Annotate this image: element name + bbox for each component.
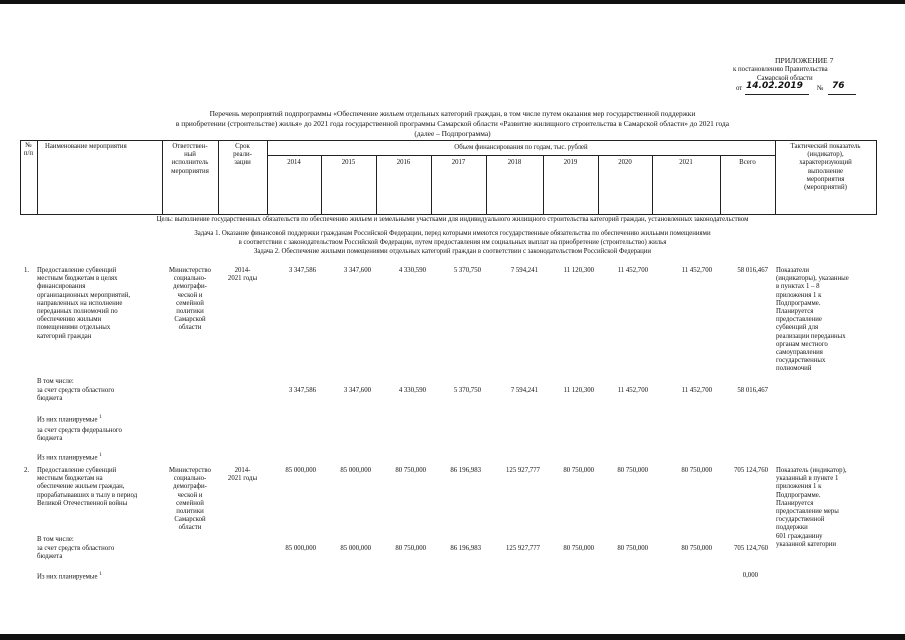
header-year-2014: 2014	[287, 159, 301, 166]
row1-reg-2020: 11 452,700	[617, 387, 648, 394]
row2-2020: 80 750,000	[617, 467, 648, 474]
appendix-date-prefix: от	[736, 85, 743, 92]
row1-federal: за счет средств федерального бюджета	[37, 427, 122, 443]
document-title-line1: Перечень мероприятий подпрограммы «Обеспечение жильем отдельных категорий граждан, в том числе путем оказания мер государственной поддержки	[209, 109, 696, 118]
row1-reg-2021: 11 452,700	[681, 387, 712, 394]
row2-2021: 80 750,000	[681, 467, 712, 474]
row1-planned1: Из них планируемые $^1$	[37, 415, 102, 424]
header-year-2020: 2020	[618, 159, 632, 166]
row2-term: 2014- 2021 годы	[227, 467, 258, 483]
row1-2015: 3 347,600	[343, 267, 371, 274]
row1-2021: 11 452,700	[681, 267, 712, 274]
row2-responsible: Министерство социально- демографи- ческой и семейной политики Самарской области	[169, 467, 211, 532]
row1-2014: 3 347,586	[288, 267, 316, 274]
row2-reg-2019: 80 750,000	[563, 545, 594, 552]
header-indicator: Тактический показатель (индикатор), характеризующий выполнение мероприятия (мероприятий)	[790, 143, 861, 192]
row1-2020: 11 452,700	[617, 267, 648, 274]
row1-total: 58 016,467	[737, 267, 768, 274]
goal-text: Цель: выполнение государственных обязательств по обеспечению жильем и земельными участками для индивидуального жилищного строительства категорий граждан, установленных законодательством	[156, 216, 749, 223]
row1-reg-total: 58 016,467	[737, 387, 768, 394]
header-responsible: Ответствен- ный исполнитель мероприятия	[171, 143, 209, 175]
row1-reg-2016: 4 330,590	[398, 387, 426, 394]
header-name: Наименование мероприятия	[45, 143, 127, 150]
row1-name: Предоставление субвенций местным бюджетам в целях финансирования организационных мероприятий, направленных на исполнение переданных полномочий по обеспечению жилыми помещениями отдельных категорий граждан	[37, 267, 131, 340]
task2-text: Задача 2. Обеспечение жилыми помещениями отдельных категорий граждан в соответствии с законодательством Российской Федерации	[253, 248, 652, 255]
header-year-2015: 2015	[341, 159, 356, 166]
row1-reg-2014: 3 347,586	[288, 387, 316, 394]
row2-name: Предоставление субвенций местным бюджетам на обеспечение жильем граждан, прорабатывавших в тылу в период Великой Отечественной войны	[37, 467, 138, 507]
appendix-number-handwritten: 76	[832, 81, 845, 91]
row1-regional: за счет средств областного бюджета	[37, 387, 115, 403]
appendix-title: ПРИЛОЖЕНИЕ 7	[775, 56, 834, 65]
header-total: Всего	[739, 159, 756, 166]
row1-reg-2015: 3 347,600	[343, 387, 371, 394]
header-year-2017: 2017	[451, 159, 466, 166]
row2-planned-total: 0,000	[742, 572, 758, 579]
scan-top-edge	[0, 0, 905, 4]
row1-2019: 11 120,300	[563, 267, 594, 274]
row2-reg-2014: 85 000,000	[285, 545, 316, 552]
document-title-line2: в приобретении (строительстве) жилья» до 2021 года государственной программы Самарской области «Развитие жилищного строительства в Самарской области» до 2021 года	[175, 119, 730, 128]
header-year-2018: 2018	[507, 159, 522, 166]
row2-reg-2016: 80 750,000	[395, 545, 426, 552]
header-term: Срок реали- зации	[233, 143, 252, 167]
appendix-date-handwritten: 14.02.2019	[746, 81, 803, 91]
appendix-number-prefix: №	[817, 85, 824, 92]
footnote-mark: 1	[99, 453, 102, 458]
date-underline	[745, 94, 809, 95]
row2-reg-2015: 85 000,000	[340, 545, 371, 552]
row2-reg-2017: 86 196,983	[450, 545, 481, 552]
row1-responsible: Министерство социально- демографи- ческой и семейной политики Самарской области	[169, 267, 211, 332]
row1-num: 1.	[24, 267, 30, 274]
row1-reg-2019: 11 120,300	[563, 387, 594, 394]
row2-2018: 125 927,777	[506, 467, 540, 474]
row2-indicator: Показатель (индикатор), указанный в пункте 1 приложения 1 к Подпрограмме. Планируется предоставление меры государственной поддержки 601 гражданину указанной категории	[776, 467, 847, 548]
row1-planned2: Из них планируемые $^1$	[37, 453, 102, 462]
row1-reg-2018: 7 594,241	[510, 387, 538, 394]
appendix-region-line: Самарской области	[757, 75, 813, 82]
row2-reg-2021: 80 750,000	[681, 545, 712, 552]
row2-reg-total: 705 124,760	[734, 545, 768, 552]
task1-line2: в соответствии с законодательством Российской Федерации, путем предоставления им социальных выплат на приобретение (строительство) жилья	[238, 239, 667, 246]
row1-term: 2014- 2021 годы	[227, 267, 258, 283]
row2-planned1: Из них планируемые $^1$	[37, 572, 102, 581]
header-num: № п/п	[23, 142, 34, 158]
row2-2016: 80 750,000	[395, 467, 426, 474]
row1-2016: 4 330,590	[398, 267, 426, 274]
row2-reg-2020: 80 750,000	[617, 545, 648, 552]
row1-incl: В том числе:	[37, 378, 74, 385]
task1-line1: Задача 1. Оказание финансовой поддержки гражданам Российской Федерации, перед которыми имеются государственные обязательства по обеспечению жильыми помещениями	[194, 230, 711, 237]
row1-reg-2017: 5 370,750	[453, 387, 481, 394]
appendix-resolution-line: к постановлению Правительства	[733, 66, 828, 73]
header-funding: Объем финансирования по годам, тыс. рублей	[454, 144, 588, 151]
row1-2017: 5 370,750	[453, 267, 481, 274]
header-year-2016: 2016	[396, 159, 411, 166]
row2-2019: 80 750,000	[563, 467, 594, 474]
row1-2018: 7 594,241	[510, 267, 538, 274]
row1-indicator: Показатели (индикаторы), указанные в пунктах 1 – 8 приложения 1 к Подпрограмме. Планируется предоставление субвенций для реализации переданных органам местного самоуправления государственных полномочий	[776, 267, 849, 373]
footnote-mark: 1	[99, 572, 102, 577]
row2-2015: 85 000,000	[340, 467, 371, 474]
number-underline	[828, 94, 856, 95]
footnote-mark: 1	[99, 415, 102, 420]
row2-2017: 86 196,983	[450, 467, 481, 474]
row2-regional: за счет средств областного бюджета	[37, 545, 115, 561]
row2-reg-2018: 125 927,777	[506, 545, 540, 552]
header-year-2021: 2021	[679, 159, 693, 166]
row2-num: 2.	[24, 467, 30, 474]
scan-bottom-edge	[0, 634, 905, 640]
row2-incl: В том числе:	[37, 536, 74, 543]
row2-total: 705 124,760	[734, 467, 768, 474]
row2-2014: 85 000,000	[285, 467, 316, 474]
document-title-line3: (далее – Подпрограмма)	[414, 129, 491, 138]
header-year-2019: 2019	[563, 159, 578, 166]
